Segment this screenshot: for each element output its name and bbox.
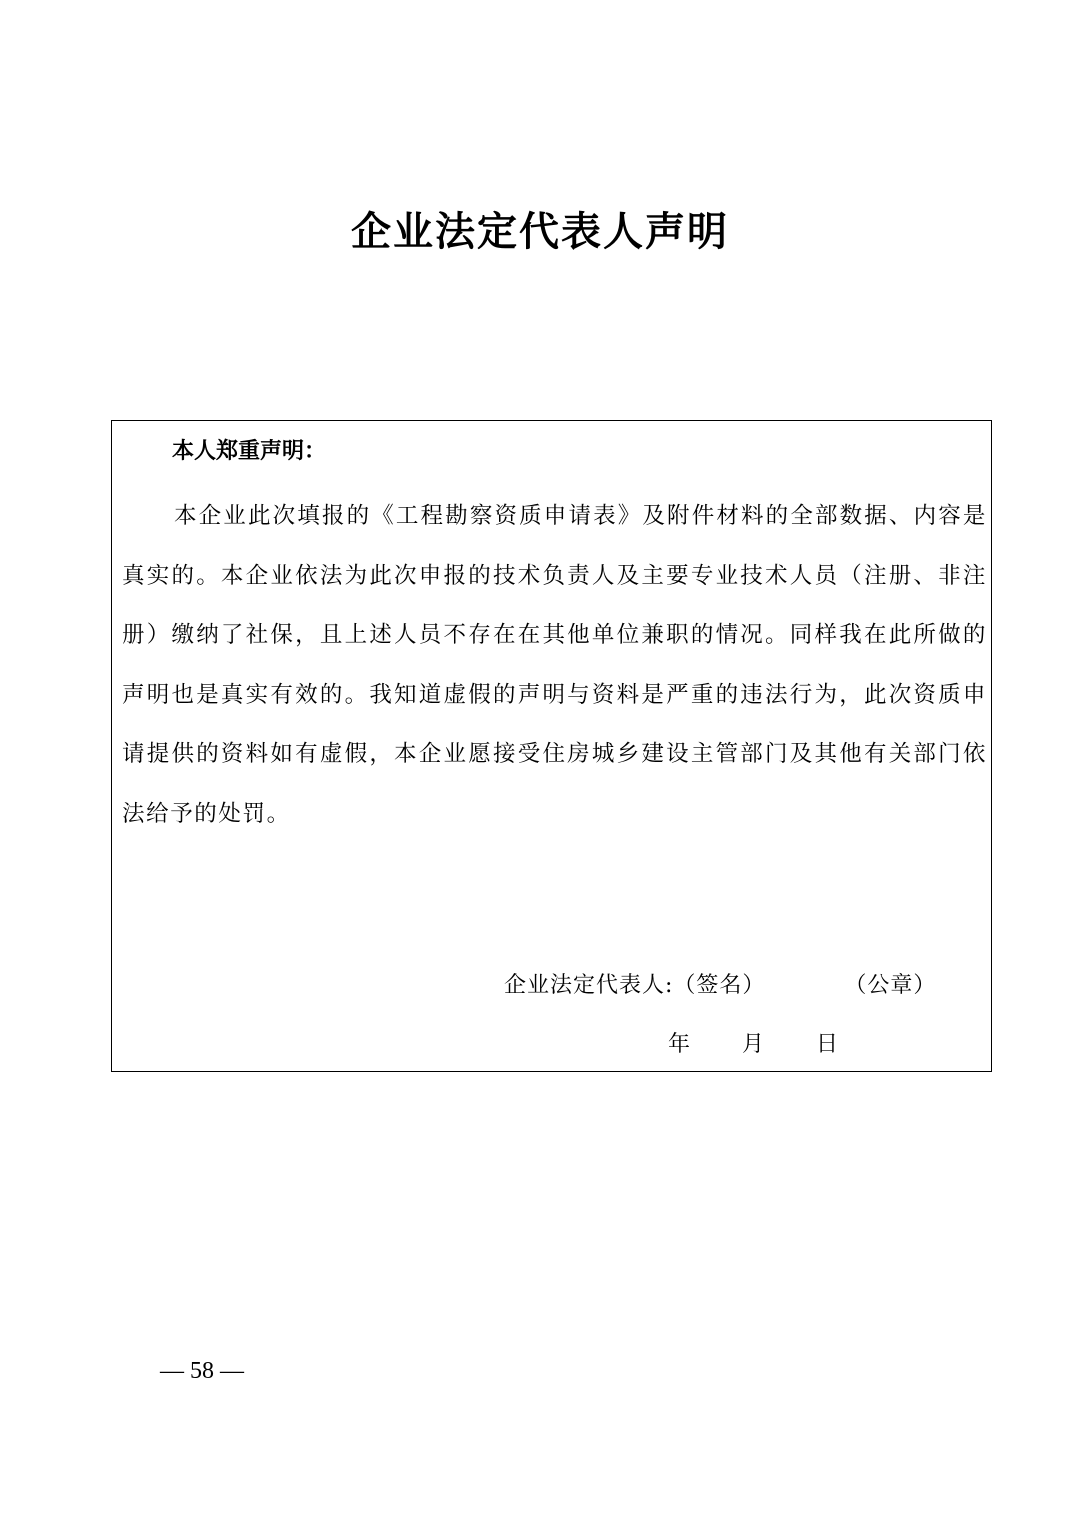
date-day-label: 日 [816,1032,839,1057]
declaration-heading: 本人郑重声明： [172,439,327,464]
page-number: — 58 — [160,1358,244,1384]
seal-label: （公章） [855,973,937,998]
signature-line [504,969,936,1003]
signature-label: 企业法定代表人:（签名） [504,973,766,998]
date-line [668,1028,838,1062]
date-year-label: 年 [668,1032,691,1057]
date-month-label: 月 [742,1032,765,1057]
declaration-body: 本企业此次填报的《工程勘察资质申请表》及附件材料的全部数据、内容是真实的。本企业依法为此次申报的技术负责人及主要专业技术人员（注册、非注册）缴纳了社保，且上述人员不存在在其他单位兼职的情况。同样我在此所做的声明也是真实有效的。我知道虚假的声明与资料是严重的违法行为，此次资质申请提供的资料如有虚假，本企业愿接受住房城乡建设主管部门及其他有关部门依法给予的处罚。 [122,503,987,827]
page-title: 企业法定代表人声明 [351,208,729,255]
declaration-box [111,420,992,1072]
